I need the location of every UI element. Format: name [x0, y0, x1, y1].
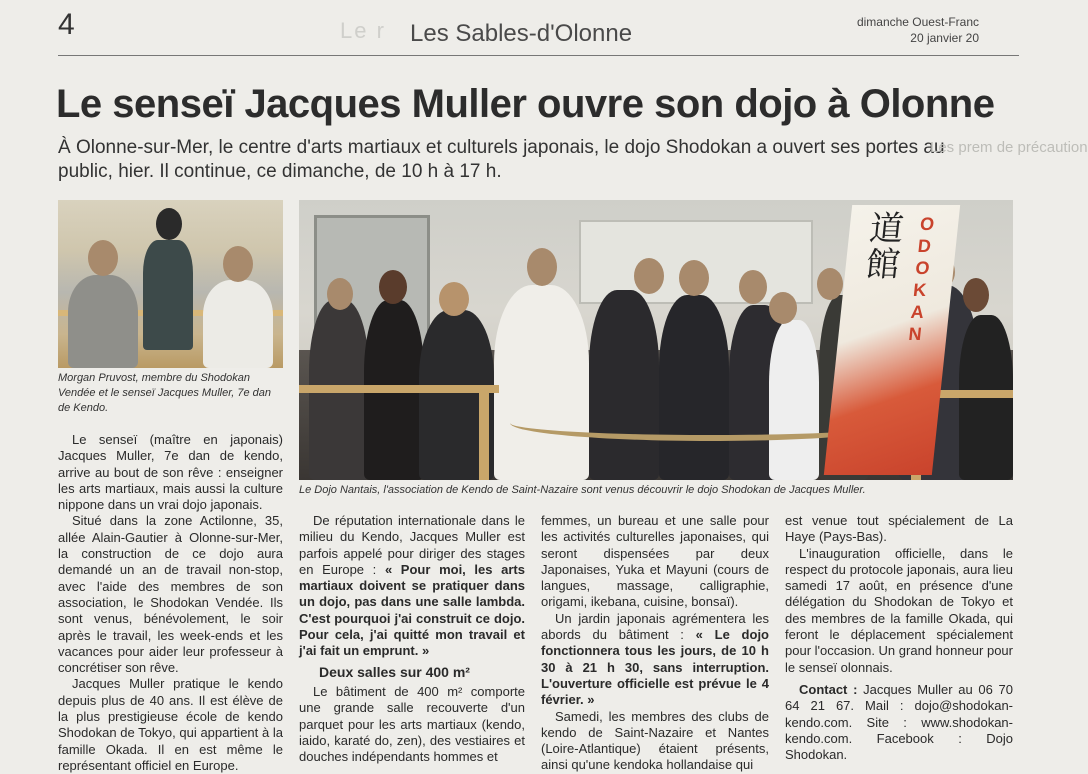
group-person-child: [769, 320, 819, 480]
kendo-armor: [143, 240, 193, 350]
photo-group-caption: Le Dojo Nantais, l'association de Kendo de Saint-Nazaire sont venus découvrir le dojo Shodokan de Jacques Muller.: [299, 484, 866, 496]
article-paragraph: L'inauguration officielle, dans le respect du protocole japonais, aura lieu samedi 17 août, en présence d'une délégation du Shodokan de Tokyo et des membres de la famille Okada, qui feront le déplacement spécialement pour l'occasion. Un grand honneur pour le senseï olonnais.: [785, 545, 1013, 675]
photo-portrait-caption: Morgan Pruvost, membre du Shodokan Vendée et le senseï Jacques Muller, 7e dan de Kendo.: [58, 372, 272, 414]
person-right-head: [223, 246, 253, 282]
article-paragraph: femmes, un bureau et une salle pour les activités culturelles japonaises, qui seront dispensées par deux Japonaises, Yuka et Mayuni (cours de langues, massage, calligraphie, origami, ikebana, cuisine, bonsaï).: [541, 513, 769, 610]
contact-label: Contact :: [799, 681, 858, 697]
group-person: [589, 290, 659, 480]
article-paragraph: Situé dans la zone Actilonne, 35, allée Alain-Gautier à Olonne-sur-Mer, la construction de ce dojo aura demandé un an de travail non-stop, avec l'aide des membres de son association, le Shodokan Vendée. Ils sont venus, bénévolement, le soir après le travail, les week-ends et les vacances pour aider leur professeur à concrétiser son rêve.: [58, 513, 283, 676]
adjacent-article-bleed: Les prem de précaution: [930, 139, 1088, 156]
edition-info: [857, 14, 979, 46]
kendo-helmet: [156, 208, 182, 240]
group-person-head: [963, 278, 989, 312]
article-paragraph: [299, 513, 525, 660]
person-right: [203, 280, 273, 368]
group-person-head: [439, 282, 469, 316]
article-paragraph: Le bâtiment de 400 m² comporte une grande salle recouverte d'un parquet pour les arts martiaux (kendo, iaido, karaté do, zen), des vestiaires et douches indépendants hommes et: [299, 683, 525, 765]
bleed-through-text: Le r: [340, 18, 386, 43]
article-paragraph: Jacques Muller pratique le kendo depuis plus de 40 ans. Il est élève de la plus prestigieuse école de kendo Shodokan de Tokyo, qui appartient à la famille Okada. Il en est même le représentant officiel en Europe.: [58, 676, 283, 773]
article-paragraph: Le senseï (maître en japonais) Jacques Muller, 7e dan de kendo, arrive au bout de son rêve : enseigner les arts martiaux, mais aussi la culture nippone dans un vrai dojo japonais.: [58, 432, 283, 513]
article-column-2: [299, 513, 525, 765]
group-person-head: [739, 270, 767, 304]
page-number: 4: [58, 8, 75, 41]
group-person-head: [379, 270, 407, 304]
banner-kanji: 道館: [863, 209, 906, 285]
article-quote: « Pour moi, les arts martiaux doivent se pratiquer dans un dojo, pas dans une salle lambda. C'est pourquoi j'ai construit ce dojo. Pour cela, j'ai quitté mon travail et j'ai fait un emprunt. »: [299, 561, 525, 659]
contact-paragraph: [785, 682, 1013, 763]
group-person-head: [679, 260, 709, 296]
article-column-3: [541, 513, 769, 774]
group-person: [659, 295, 729, 480]
group-person-head: [634, 258, 664, 294]
article-quote: « Le dojo fonctionnera tous les jours, de 10 h 30 à 21 h 30, sans interruption. L'ouverture officielle est prévue le 4 février. »: [541, 627, 769, 708]
photo-portrait: [58, 200, 283, 368]
group-person-head: [527, 248, 557, 286]
contact-details: Jacques Muller au 06 70 64 21 67. Mail : dojo@shodokan-kendo.com. Site : www.shodokan-kendo.com. Facebook : Dojo Shodokan.: [785, 681, 1013, 763]
article-column-4: [785, 513, 1013, 763]
header-rule: [58, 55, 1019, 56]
group-person-head: [327, 278, 353, 310]
edition-name: dimanche Ouest-Franc: [856, 15, 979, 29]
article-paragraph: est venue tout spécialement de La Haye (Pays-Bas).: [785, 513, 1013, 545]
article-paragraph: Samedi, les membres des clubs de kendo de Saint-Nazaire et Nantes (Loire-Atlantique) étaient présents, ainsi qu'une kendoka hollandaise qui: [541, 708, 769, 773]
group-person-head: [817, 268, 843, 300]
banner-text: ODOKAN: [907, 214, 936, 344]
article-column-1: [58, 432, 283, 774]
section-title: Les Sables-d'Olonne: [410, 20, 633, 47]
group-person-head: [769, 292, 797, 324]
deck: À Olonne-sur-Mer, le centre d'arts martiaux et culturels japonais, le dojo Shodokan a ouvert ses portes au public, hier. Il continue, ce dimanche, de 10 h à 17 h.: [58, 137, 945, 182]
article-subhead: Deux salles sur 400 m²: [319, 663, 470, 680]
article-text: De réputation internationale dans le milieu du Kendo, Jacques Muller est parfois appelé pour diriger des stages en Europe :: [299, 513, 525, 577]
edition-date: 20 janvier 20: [910, 31, 979, 45]
person-left-head: [88, 240, 118, 276]
article-text: Un jardin japonais agrémentera les abords du bâtiment :: [541, 610, 769, 643]
wooden-post: [479, 385, 489, 480]
headline: Le senseï Jacques Muller ouvre son dojo à Olonne: [56, 82, 995, 126]
article-paragraph: [541, 611, 769, 709]
wooden-rail: [299, 385, 499, 393]
group-person-white: [494, 285, 589, 480]
person-left: [68, 275, 138, 368]
